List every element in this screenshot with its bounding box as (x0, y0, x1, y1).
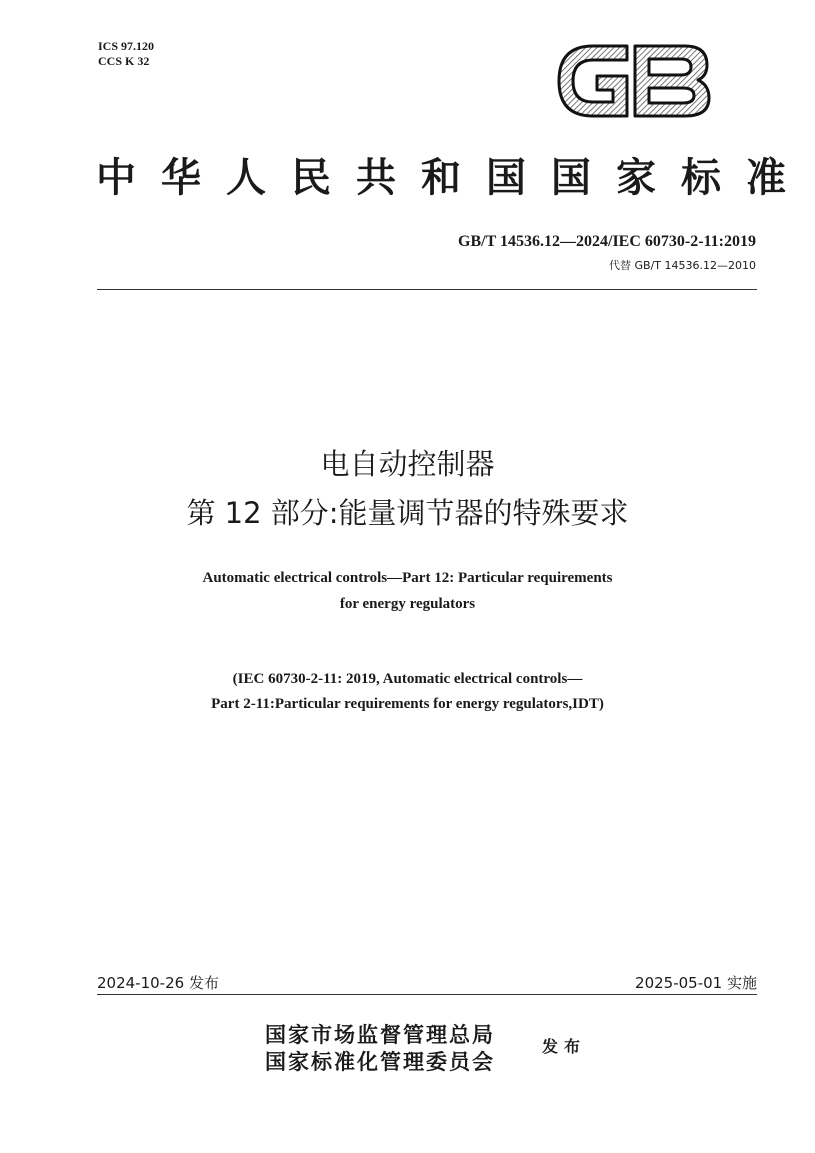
iec-reference-line2: Part 2-11:Particular requirements for energy regulators,IDT) (211, 696, 604, 712)
title-en-line2: for energy regulators (339, 596, 476, 612)
standard-category-title: 中华人民共和国国家标准 (96, 154, 811, 201)
ccs-code: CCS K 32 (98, 54, 150, 68)
issuer-org-sac: 国家标准化管理委员会 (265, 1049, 495, 1074)
implementation-date: 2025-05-01 实施 (635, 974, 757, 992)
iec-reference-line1: (IEC 60730-2-11: 2019, Automatic electrical controls— (232, 671, 583, 687)
title-cn-line1: 电自动控制器 (320, 447, 495, 481)
ics-code: ICS 97.120 (98, 39, 155, 53)
publication-date: 2024-10-26 发布 (97, 974, 219, 992)
standard-number: GB/T 14536.12—2024/IEC 60730-2-11:2019 (458, 233, 756, 250)
issuer-org-samr: 国家市场监督管理总局 (265, 1022, 495, 1047)
title-en-line1: Automatic electrical controls—Part 12: Particular requirements (202, 570, 613, 586)
footer-divider (97, 994, 757, 995)
title-cn-line2: 第 12 部分:能量调节器的特殊要求 (186, 496, 629, 530)
gb-logo (553, 40, 715, 122)
replaces-standard: 代替 GB/T 14536.12—2010 (609, 259, 756, 272)
header-divider (97, 289, 757, 290)
publish-label: 发布 (542, 1037, 587, 1056)
